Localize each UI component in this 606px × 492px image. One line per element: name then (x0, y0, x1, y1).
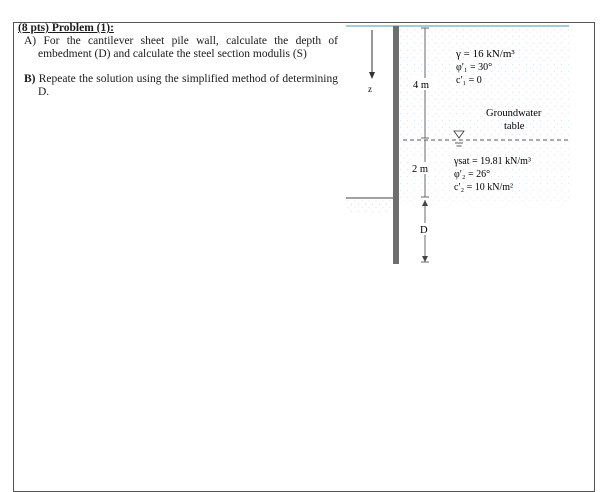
part-a-text: For the cantilever sheet pile wall, calculate the depth of embedment (D) and calculate the steel section modulis (S) (38, 35, 338, 60)
problem-heading: (8 pts) Problem (1): (18, 22, 114, 34)
gwt-label-1: Groundwater (486, 108, 542, 119)
soil1-gamma: γ = 16 kN/m³ (456, 48, 515, 60)
part-b-text: Repeate the solution using the simplified method of determining D. (38, 73, 338, 98)
part-b-label: B) (24, 73, 36, 85)
soil2-c: c′₂ = 10 kN/m² (454, 182, 514, 193)
sheet-pile-wall (393, 26, 399, 264)
soil1-c: c′₁ = 0 (456, 75, 482, 86)
soil1-phi: φ′₁ = 30° (456, 62, 493, 73)
dim-2m-label: 2 m (412, 164, 429, 175)
soil2-gamma: γsat = 19.81 kN/m³ (454, 156, 531, 167)
dim-4m-label: 4 m (413, 80, 430, 91)
dim-d-label: D (420, 225, 428, 236)
soil2-phi: φ′₂ = 26° (454, 169, 491, 180)
gwt-label-2: table (504, 121, 525, 132)
z-label: z (368, 84, 372, 94)
part-a-label: A) (24, 35, 37, 47)
dredge-soil (346, 198, 393, 212)
z-arrowhead (369, 72, 375, 79)
